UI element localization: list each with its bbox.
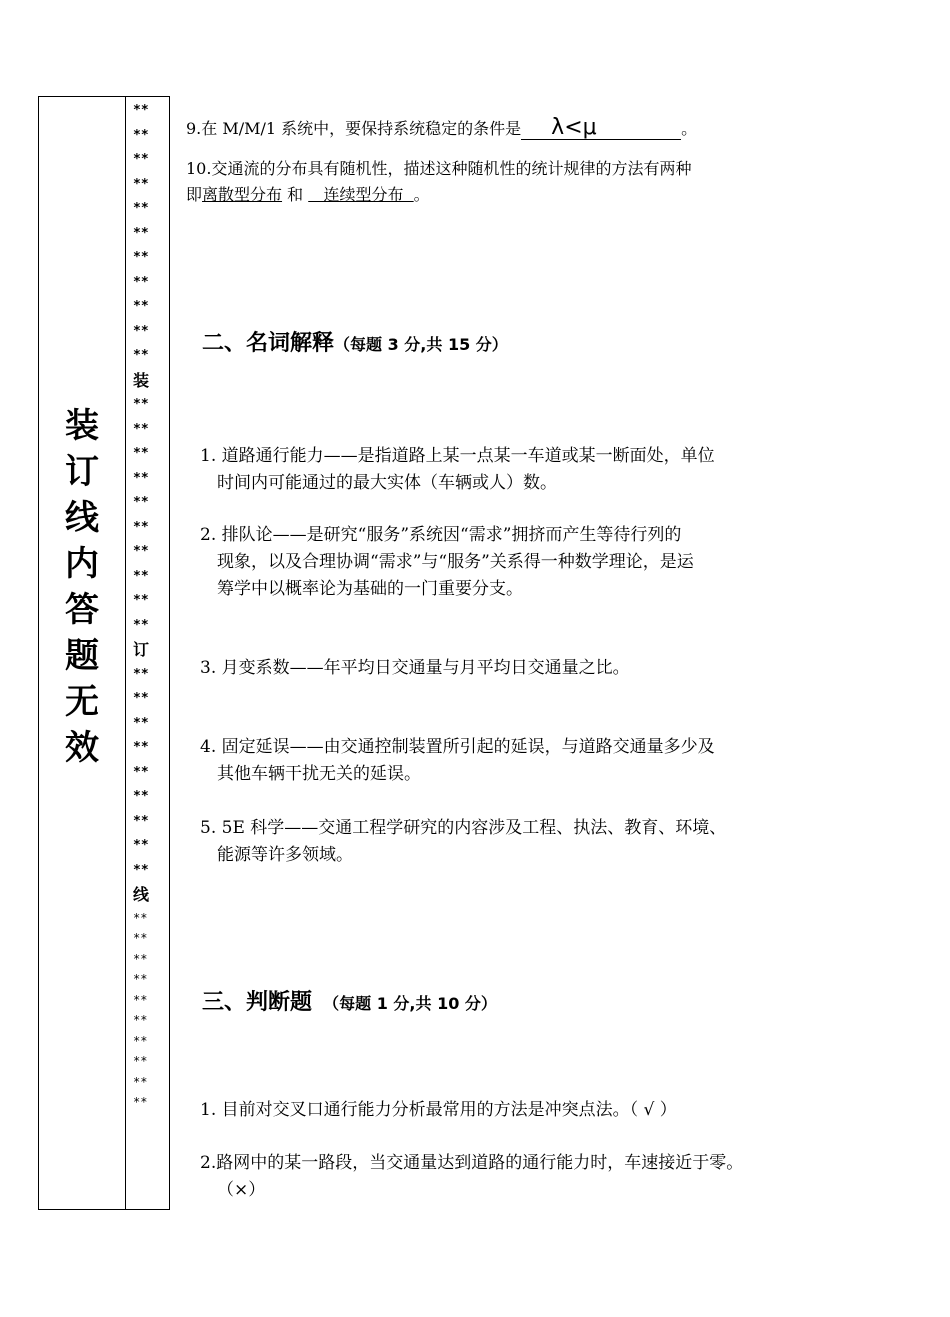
margin-divider xyxy=(125,97,126,1209)
judge-item-1 xyxy=(200,1097,860,1124)
term-1-line2: 时间内可能通过的最大实体（车辆或人）数。 xyxy=(217,473,557,493)
term-item-5 xyxy=(200,815,860,869)
question-10-line1: 10.交通流的分布具有随机性，描述这种随机性的统计规律的方法有两种 xyxy=(186,159,692,178)
binding-star-column xyxy=(133,99,167,1113)
star-mark: ** xyxy=(133,951,148,966)
q10-prefix: 即 xyxy=(186,185,203,204)
star-mark: ** xyxy=(133,470,149,486)
star-mark: ** xyxy=(133,1095,148,1109)
term-2-line3: 筹学中以概率论为基础的一门重要分支。 xyxy=(217,579,523,599)
warning-char: 效 xyxy=(65,728,99,768)
binding-char: 装 xyxy=(133,370,150,390)
star-mark: ** xyxy=(133,250,149,265)
star-mark: ** xyxy=(133,495,149,510)
judge-1-line1: 1. 目前对交叉口通行能力分析最常用的方法是冲突点法。（ √ ） xyxy=(200,1100,677,1120)
judge-2-line2: （×） xyxy=(217,1180,266,1200)
star-mark: ** xyxy=(133,617,149,633)
term-5-line1: 5. 5E 科学——交通工程学研究的内容涉及工程、执法、教育、环境、 xyxy=(200,818,727,838)
section-3-title: 三、判断题 xyxy=(202,990,313,1015)
term-1-line1: 1. 道路通行能力——是指道路上某一点某一车道或某一断面处，单位 xyxy=(200,446,715,466)
binding-line-warning xyxy=(39,403,125,771)
warning-char: 题 xyxy=(65,636,99,676)
q10-answer-2: 连续型分布 xyxy=(308,185,414,204)
star-mark: ** xyxy=(133,740,149,755)
star-mark: ** xyxy=(133,838,149,853)
star-mark: ** xyxy=(133,397,149,412)
star-mark: ** xyxy=(133,666,149,682)
star-mark: ** xyxy=(133,931,148,945)
star-mark: ** xyxy=(133,1013,148,1027)
warning-char: 答 xyxy=(65,590,99,630)
star-mark: ** xyxy=(133,1074,148,1089)
star-mark: ** xyxy=(133,201,149,216)
warning-char: 线 xyxy=(65,498,99,538)
warning-char: 无 xyxy=(65,682,99,722)
term-item-1 xyxy=(200,443,860,497)
q10-answer-1: 离散型分布 xyxy=(202,185,283,204)
question-9 xyxy=(186,116,697,142)
section-2-note: （每题 3 分,共 15 分） xyxy=(334,335,508,354)
term-item-2 xyxy=(200,522,860,603)
star-mark: ** xyxy=(133,421,149,437)
star-mark: ** xyxy=(133,862,149,878)
term-2-line2: 现象，以及合理协调“需求”与“服务”关系得一种数学理论，是运 xyxy=(217,552,694,572)
q9-suffix: 。 xyxy=(681,119,698,138)
star-mark: ** xyxy=(133,103,149,118)
star-mark: ** xyxy=(133,992,148,1007)
section-2-title: 二、名词解释 xyxy=(202,331,335,356)
star-mark: ** xyxy=(133,446,149,461)
star-mark: ** xyxy=(133,519,149,535)
term-item-4 xyxy=(200,734,860,788)
term-item-3 xyxy=(200,655,860,682)
judge-item-2 xyxy=(200,1150,900,1204)
star-mark: ** xyxy=(133,764,149,780)
section-3-heading xyxy=(202,985,497,1016)
binding-char: 订 xyxy=(133,640,150,659)
star-mark: ** xyxy=(133,1054,148,1068)
q10-suffix: 。 xyxy=(413,185,430,204)
star-mark: ** xyxy=(133,813,149,829)
star-mark: ** xyxy=(133,299,149,314)
star-mark: ** xyxy=(133,972,148,986)
section-2-heading xyxy=(202,326,508,357)
term-3-line1: 3. 月变系数——年平均日交通量与月平均日交通量之比。 xyxy=(200,658,630,678)
star-mark: ** xyxy=(133,152,149,167)
judge-2-line1: 2.路网中的某一路段，当交通量达到道路的通行能力时，车速接近于零。 xyxy=(200,1153,744,1173)
binding-char: 线 xyxy=(133,885,150,904)
star-mark: ** xyxy=(133,593,149,608)
star-mark: ** xyxy=(133,910,148,925)
star-mark: ** xyxy=(133,1033,148,1048)
q10-mid: 和 xyxy=(282,185,309,204)
term-4-line1: 4. 固定延误——由交通控制装置所引起的延误，与道路交通量多少及 xyxy=(200,737,715,757)
warning-char: 订 xyxy=(65,452,99,492)
term-5-line2: 能源等许多领域。 xyxy=(217,845,353,865)
star-mark: ** xyxy=(133,715,149,731)
star-mark: ** xyxy=(133,789,149,804)
star-mark: ** xyxy=(133,274,149,290)
q9-text: 9.在 M/M/1 系统中，要保持系统稳定的条件是 xyxy=(186,119,522,138)
star-mark: ** xyxy=(133,323,149,339)
star-mark: ** xyxy=(133,225,149,241)
section-3-note: （每题 1 分,共 10 分） xyxy=(312,994,497,1013)
q9-answer-blank: λ<μ xyxy=(521,117,681,140)
star-mark: ** xyxy=(133,544,149,559)
star-mark: ** xyxy=(133,176,149,192)
warning-char: 装 xyxy=(65,406,99,446)
star-mark: ** xyxy=(133,127,149,143)
question-10-line2 xyxy=(186,182,430,208)
star-mark: ** xyxy=(133,348,149,363)
binding-margin xyxy=(38,96,170,1210)
star-mark: ** xyxy=(133,568,149,584)
term-2-line1: 2. 排队论——是研究“服务”系统因“需求”拥挤而产生等待行列的 xyxy=(200,525,682,545)
star-mark: ** xyxy=(133,691,149,706)
term-4-line2: 其他车辆干扰无关的延误。 xyxy=(217,764,421,784)
warning-char: 内 xyxy=(65,544,99,584)
